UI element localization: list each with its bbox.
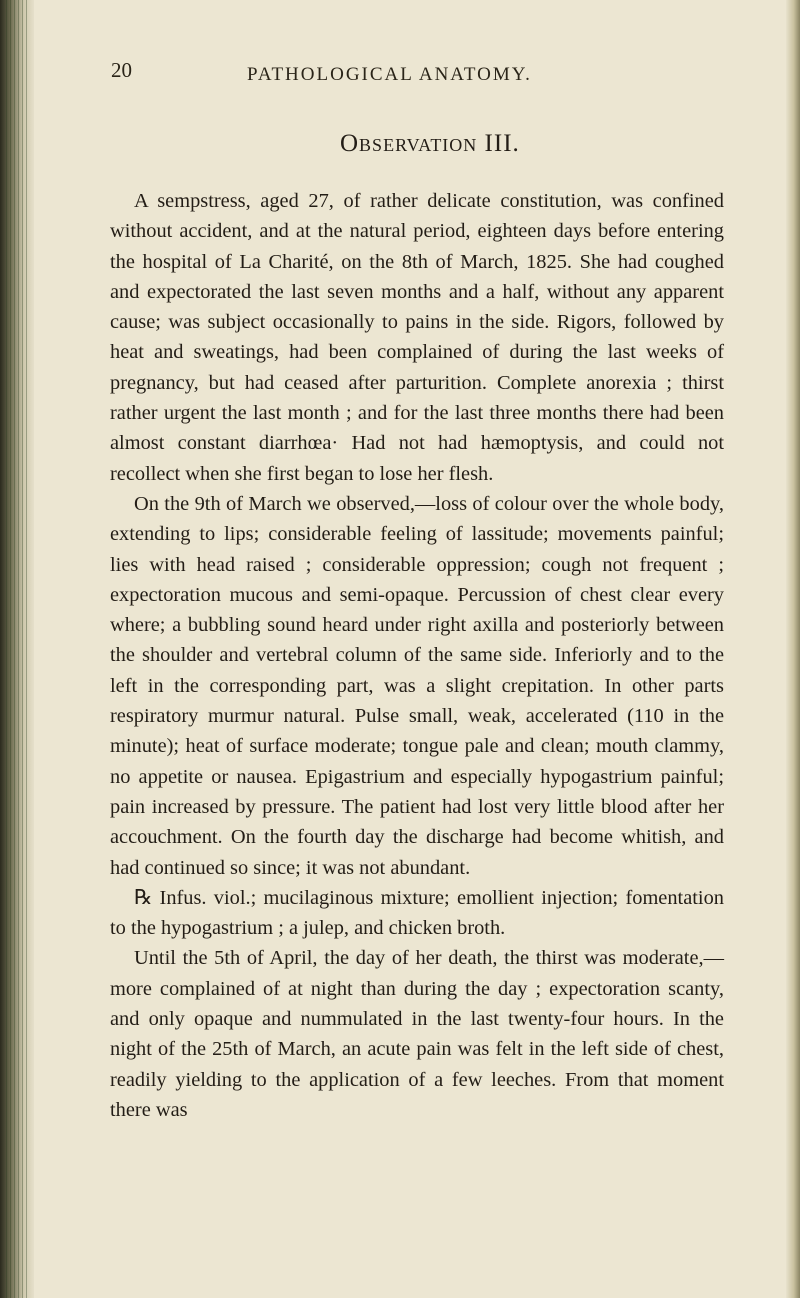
body-text: [110, 186, 724, 1125]
observation-title: Observation III.: [340, 130, 520, 157]
page-number: 20: [111, 58, 132, 82]
paragraph-progress: Until the 5th of April, the day of her death, the thirst was moderate,—more complained of at night than during the day ; expectoration scanty, and only opaque and nummulated in the last twenty-four hours. In the night of the 25th of March, an acute pain was felt in the left side of chest, readily yielding to the application of a few leeches. From that moment there was: [110, 947, 724, 1121]
running-head: PATHOLOGICAL ANATOMY.: [247, 64, 532, 85]
binding-gutter: [0, 0, 34, 1298]
binding-texture: [6, 0, 28, 1298]
paragraph-examination: On the 9th of March we observed,—loss of colour over the whole body, extending to lips; considerable feeling of lassitude; movements painful; lies with head raised ; considerable oppression; cough not frequent ; expectoration mucous and semi-opaque. Percussion of chest clear every where; a bubbling sound heard under right axilla and posteriorly between the shoulder and vertebral column of the same side. Inferiorly and to the left in the corresponding part, was a slight crepitation. In other parts respiratory murmur natural. Pulse small, weak, accelerated (110 in the minute); heat of surface moderate; tongue pale and clean; mouth clammy, no appetite or nausea. Epigastrium and especially hypogastrium painful; pain increased by pressure. The patient had lost very little blood after her accouchment. On the fourth day the discharge had become whitish, and had continued so since; it was not abundant.: [110, 492, 724, 879]
paragraph-prescription: ℞ Infus. viol.; mucilaginous mixture; emollient injection; fomentation to the hypogastrium ; a julep, and chicken broth.: [110, 886, 724, 940]
page-edge: [786, 0, 800, 1298]
paragraph-case-history: A sempstress, aged 27, of rather delicate constitution, was confined without accident, and at the natural period, eighteen days before entering the hospital of La Charité, on the 8th of March, 1825. She had coughed and expectorated the last seven months and a half, without any apparent cause; was subject occasionally to pains in the side. Rigors, followed by heat and sweatings, had been complained of during the last weeks of pregnancy, but had ceased after parturition. Complete anorexia ; thirst rather urgent the last month ; and for the last three months there had been almost constant diarrhœa· Had not had hæmoptysis, and could not recollect when she first began to lose her flesh.: [110, 190, 724, 485]
